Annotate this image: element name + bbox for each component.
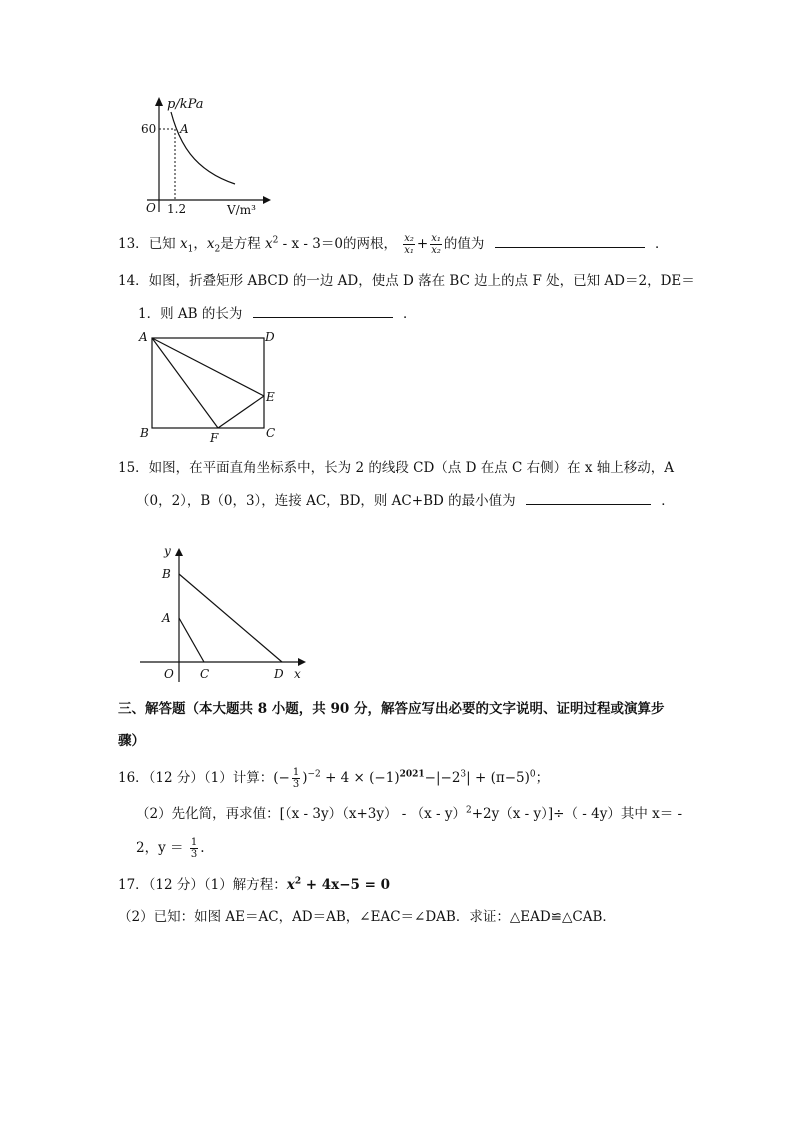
q16-part2-frac-den: 3 bbox=[190, 849, 198, 860]
q17-eq-b: + 4x−5 = 0 bbox=[301, 877, 391, 893]
question-16-part-2-line-1 bbox=[136, 802, 682, 822]
q14-line2-text: 1．则 AB 的长为 bbox=[138, 306, 243, 322]
q13-x1: x bbox=[179, 236, 188, 252]
coord-label-x: x bbox=[294, 667, 301, 681]
q13-x2: x bbox=[206, 236, 215, 252]
segment-bd bbox=[179, 574, 282, 662]
question-14-line-2 bbox=[138, 302, 416, 322]
q14-answer-blank[interactable] bbox=[253, 304, 393, 318]
q13-number: 13． bbox=[118, 236, 149, 252]
coord-x-arrow bbox=[298, 658, 306, 666]
label-e: E bbox=[266, 390, 275, 404]
q13-fraction-1 bbox=[403, 233, 415, 256]
q16-expr-e: | + (π−5) bbox=[466, 770, 530, 786]
q16-expr-b: ) bbox=[302, 770, 308, 786]
q16-part2-text-b: +2y（x - y）]÷（ - 4y）其中 x＝ - bbox=[471, 806, 683, 822]
q13-text-a: 已知 bbox=[148, 236, 176, 252]
q13-sub1: 1 bbox=[187, 244, 194, 255]
q16-part1-label: 16．（12 分）（1）计算： bbox=[118, 770, 274, 786]
graph-x-label: V/m³ bbox=[227, 203, 256, 217]
q16-fraction bbox=[292, 767, 300, 790]
graph-y-arrow bbox=[155, 97, 163, 106]
label-c: C bbox=[266, 426, 276, 440]
q15-end: ． bbox=[661, 493, 675, 509]
q16-part2-pow: 2 bbox=[466, 805, 472, 816]
q16-pow2: 2021 bbox=[399, 769, 425, 780]
graph-x-tick: 1.2 bbox=[167, 202, 187, 216]
q17-part1-label: 17．（12 分）（1）解方程： bbox=[118, 877, 287, 893]
segment-ae bbox=[152, 338, 264, 396]
q16-frac-den: 3 bbox=[292, 779, 300, 790]
coord-y-arrow bbox=[175, 548, 183, 556]
graph-y-label: p/kPa bbox=[167, 97, 204, 112]
q17-eq-a: x bbox=[286, 877, 295, 893]
q15-line2-text: （0，2），B（0，3），连接 AC，BD，则 AC+BD 的最小值为 bbox=[136, 493, 516, 509]
label-f: F bbox=[210, 431, 219, 445]
q16-frac-num: 1 bbox=[292, 767, 300, 778]
q16-pow4: 0 bbox=[529, 769, 536, 780]
rectangle-fold-figure bbox=[136, 326, 286, 446]
q15-answer-blank[interactable] bbox=[526, 491, 651, 505]
q16-expr-d: −|−2 bbox=[424, 770, 461, 786]
label-a: A bbox=[139, 330, 148, 344]
q16-part2-end: . bbox=[200, 840, 205, 856]
coord-label-c: C bbox=[200, 667, 210, 681]
q13-text-d: 的值为 bbox=[443, 236, 485, 252]
q16-part2-text-a: （2）先化简，再求值：[（x - 3y）（x+3y） - （x - y） bbox=[136, 806, 466, 822]
question-13 bbox=[118, 232, 668, 256]
q16-expr-c: + 4 × (−1) bbox=[320, 770, 400, 786]
q16-pow1: −2 bbox=[307, 769, 321, 780]
segment-fe bbox=[218, 396, 264, 428]
q16-part1-end: ； bbox=[535, 770, 550, 786]
segment-ac bbox=[179, 618, 204, 662]
q13-sub2: 2 bbox=[214, 244, 221, 255]
question-14-line-1: 14．如图，折叠矩形 ABCD 的一边 AD，使点 D 落在 BC 边上的点 F 处，已知 AD＝2，DE＝ bbox=[118, 273, 695, 289]
coordinate-figure bbox=[138, 540, 310, 685]
q16-part2-fraction bbox=[190, 837, 198, 860]
q13-answer-blank[interactable] bbox=[495, 234, 645, 248]
section-3-heading-line-1: 三、解答题（本大题共 8 小题，共 90 分，解答应写出必要的文字说明、证明过程或演算步 bbox=[118, 701, 665, 717]
q17-eq-pow: 2 bbox=[294, 876, 302, 887]
coord-label-d: D bbox=[274, 667, 284, 681]
segment-af bbox=[152, 338, 218, 428]
q13-plus: + bbox=[416, 236, 429, 252]
q13-eq-lhs: x bbox=[265, 236, 273, 252]
q13-end: ． bbox=[654, 236, 669, 252]
question-17-part-2: （2）已知：如图 AE＝AC，AD＝AB，∠EAC＝∠DAB．求证：△EAD≌△CAB． bbox=[118, 909, 616, 925]
question-15-line-1: 15．如图，在平面直角坐标系中，长为 2 的线段 CD（点 D 在点 C 右侧）在 x 轴上移动，A bbox=[118, 460, 675, 476]
q16-pow3: 3 bbox=[460, 769, 467, 780]
label-b: B bbox=[140, 426, 149, 440]
q13-fraction-2 bbox=[430, 233, 442, 256]
q13-frac2-num: x₁ bbox=[431, 233, 441, 244]
q16-part2-line2-text: 2，y ＝ bbox=[136, 840, 184, 856]
question-16-part-2-line-2 bbox=[136, 836, 204, 860]
q13-text-b: 是方程 bbox=[220, 236, 261, 252]
section-3-heading-line-2: 骤） bbox=[118, 733, 145, 749]
graph-origin-label: O bbox=[146, 201, 156, 215]
pressure-volume-graph bbox=[135, 92, 275, 220]
q14-end: ． bbox=[402, 306, 417, 322]
label-d: D bbox=[265, 330, 275, 344]
q13-eq-rest: - x - 3＝0 bbox=[278, 236, 343, 252]
q16-expr-a: (− bbox=[273, 770, 290, 786]
question-15-line-2 bbox=[136, 489, 675, 509]
q13-eq-pow: 2 bbox=[272, 235, 279, 246]
coord-label-y: y bbox=[164, 544, 171, 558]
question-17-part-1 bbox=[118, 873, 390, 893]
coord-label-a: A bbox=[162, 611, 171, 625]
coord-label-b: B bbox=[162, 567, 171, 581]
q13-frac1-num: x₂ bbox=[404, 233, 414, 244]
q16-part2-frac-num: 1 bbox=[190, 837, 198, 848]
graph-x-arrow bbox=[263, 196, 271, 204]
q13-text-c: 的两根， bbox=[342, 236, 397, 252]
coord-label-o: O bbox=[164, 667, 174, 681]
q13-frac2-den: x₂ bbox=[431, 245, 441, 256]
graph-y-tick: 60 bbox=[141, 122, 157, 136]
q13-comma: ， bbox=[193, 236, 207, 252]
graph-point-label: A bbox=[180, 122, 189, 136]
q13-frac1-den: x₁ bbox=[404, 245, 414, 256]
question-16-part-1 bbox=[118, 766, 549, 790]
